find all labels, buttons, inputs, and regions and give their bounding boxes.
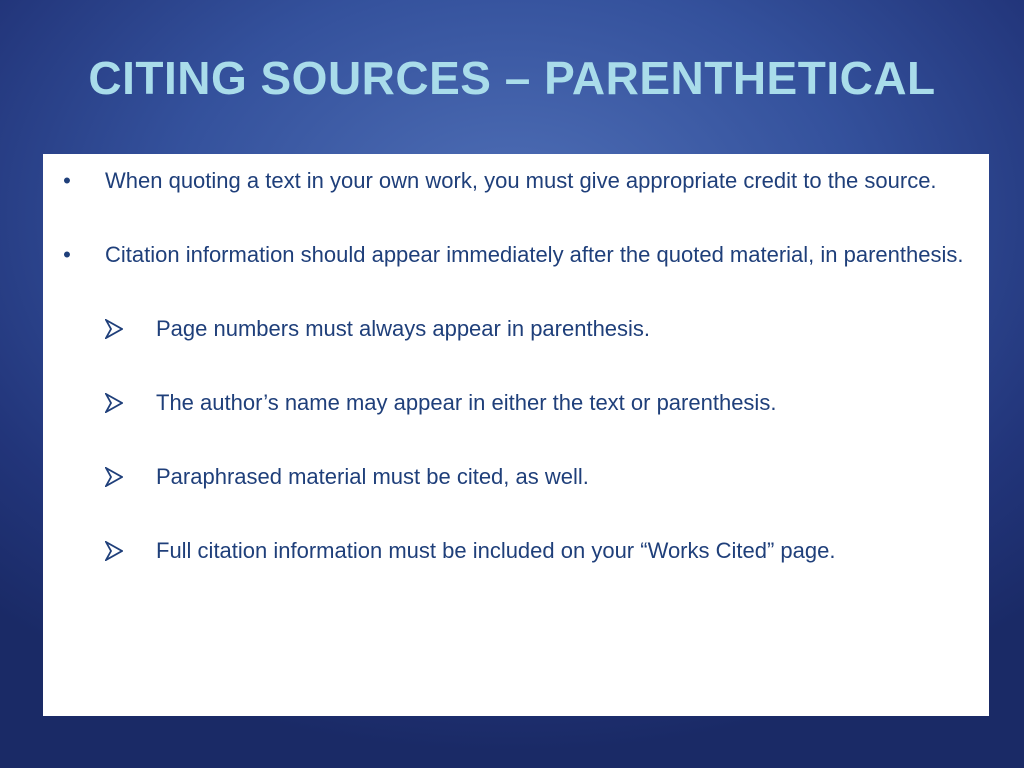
bullet-item [43,236,971,273]
arrow-bullet-icon [105,458,131,487]
sub-bullet-text: The author’s name may appear in either the text or parenthesis. [156,390,777,415]
bullet-marker: • [63,242,71,267]
sub-bullet-item [43,458,971,495]
sub-bullet-item [43,532,971,569]
arrow-bullet-icon [105,310,131,339]
bullet-marker: • [63,168,71,193]
bullet-item [43,162,971,199]
sub-bullet-text: Paraphrased material must be cited, as well. [156,464,589,489]
sub-bullet-item [43,310,971,347]
arrow-bullet-icon [105,532,131,561]
content-box [43,154,989,716]
bullet-text: Citation information should appear immediately after the quoted material, in parenthesis. [105,242,964,267]
arrow-bullet-icon [105,384,131,413]
slide-title: CITING SOURCES – PARENTHETICAL [88,52,936,104]
sub-bullet-text: Page numbers must always appear in parenthesis. [156,316,651,341]
bullet-text: When quoting a text in your own work, you must give appropriate credit to the source. [105,168,937,193]
sub-bullet-text: Full citation information must be included on your “Works Cited” page. [156,538,836,563]
sub-bullet-item [43,384,971,421]
